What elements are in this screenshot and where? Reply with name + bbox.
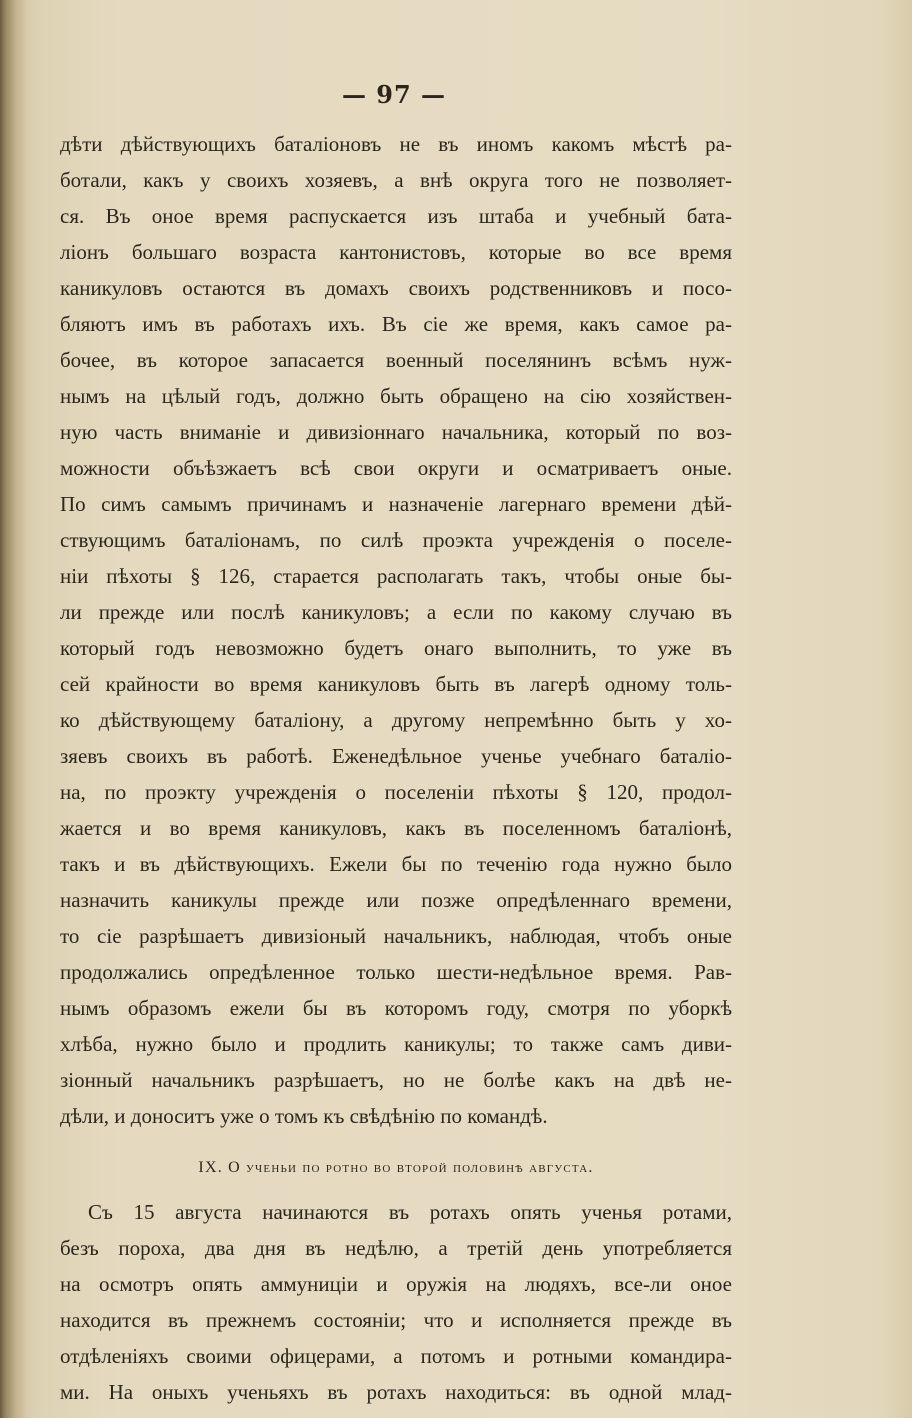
text-line: ко дѣйствующему баталіону, а другому непремѣнно быть у хо- xyxy=(60,708,732,732)
text-line: такъ и въ дѣйствующихъ. Ежели бы по теченію года нужно было xyxy=(60,852,732,876)
text-line: По симъ самымъ причинамъ и назначеніе лагернаго времени дѣй- xyxy=(60,492,732,516)
text-line: то сіе разрѣшаетъ дивизіоный начальникъ, наблюдая, чтобъ оные xyxy=(60,924,732,948)
text-line: ствующимъ баталіонамъ, по силѣ проэкта учрежденія о поселе- xyxy=(60,528,732,552)
text-line: бляютъ имъ въ работахъ ихъ. Въ сіе же время, какъ самое ра- xyxy=(60,312,732,336)
text-line: жается и во время каникуловъ, какъ въ поселенномъ баталіонѣ, xyxy=(60,816,732,840)
text-line: ли прежде или послѣ каникуловъ; а если по какому случаю въ xyxy=(60,600,732,624)
text-line: зіонный начальникъ разрѣшаетъ, но не болѣе какъ на двѣ не- xyxy=(60,1068,732,1092)
text-line: ніи пѣхоты § 126, старается располагать такъ, чтобы оные бы- xyxy=(60,564,732,588)
section-heading: IX. О ученьи по ротно во второй половинѣ августа. xyxy=(198,1159,594,1176)
text-line: хлѣба, нужно было и продлить каникулы; то также самъ диви- xyxy=(60,1032,732,1056)
text-line: нымъ на цѣлый годъ, должно быть обращено на сію хозяйствен- xyxy=(60,384,732,408)
text-line: безъ пороха, два дня въ недѣлю, а третій день употребляется xyxy=(60,1236,732,1260)
text-line: ную часть вниманіе и дивизіоннаго начальника, который по воз- xyxy=(60,420,732,444)
text-line: бочее, въ которое запасается военный поселянинъ всѣмъ нуж- xyxy=(60,348,732,372)
text-line: зяевъ своихъ въ работѣ. Еженедѣльное ученье учебнаго баталіо- xyxy=(60,744,732,768)
text-line: нымъ образомъ ежели бы въ которомъ году, смотря по уборкѣ xyxy=(60,996,732,1020)
text-line: продолжались опредѣленное только шести-недѣльное время. Рав- xyxy=(60,960,732,984)
text-line: каникуловъ остаются въ домахъ своихъ родственниковъ и посо- xyxy=(60,276,732,300)
text-line: на осмотръ опять аммуниціи и оружія на людяхъ, все-ли оное xyxy=(60,1272,732,1296)
text-line: Съ 15 августа начинаются въ ротахъ опять ученья ротами, xyxy=(88,1200,732,1224)
text-line: можности объѣзжаетъ всѣ свои округи и осматриваетъ оные. xyxy=(60,456,732,480)
text-line: отдѣленіяхъ своими офицерами, а потомъ и ротными командира- xyxy=(60,1344,732,1368)
text-line: ся. Въ оное время распускается изъ штаба и учебный бата- xyxy=(60,204,732,228)
page-text xyxy=(60,126,732,1410)
book-spine-shadow xyxy=(0,0,26,1418)
text-line: дѣти дѣйствующихъ баталіоновъ не въ иномъ какомъ мѣстѣ ра- xyxy=(60,132,732,156)
text-line: ботали, какъ у своихъ хозяевъ, а внѣ округа того не позволяет- xyxy=(60,168,732,192)
paragraph-1 xyxy=(60,126,732,1134)
text-line: назначить каникулы прежде или позже опредѣленнаго времени, xyxy=(60,888,732,912)
text-line: дѣли, и доноситъ уже о томъ къ свѣдѣнію по командѣ. xyxy=(60,1104,548,1128)
text-line: на, по проэкту учрежденія о поселеніи пѣхоты § 120, продол- xyxy=(60,780,732,804)
text-line: который годъ невозможно будетъ онаго выполнить, то уже въ xyxy=(60,636,732,660)
text-line: находится въ прежнемъ состояніи; что и исполняется прежде въ xyxy=(60,1308,732,1332)
paragraph-2 xyxy=(60,1194,732,1410)
text-line: ми. На оныхъ ученьяхъ въ ротахъ находиться: въ одной млад- xyxy=(60,1380,732,1404)
text-line: ліонъ большаго возраста кантонистовъ, которые во все время xyxy=(60,240,732,264)
text-line: сей крайности во время каникуловъ быть въ лагерѣ одному толь- xyxy=(60,672,732,696)
page-number: — 97 — xyxy=(341,80,447,109)
